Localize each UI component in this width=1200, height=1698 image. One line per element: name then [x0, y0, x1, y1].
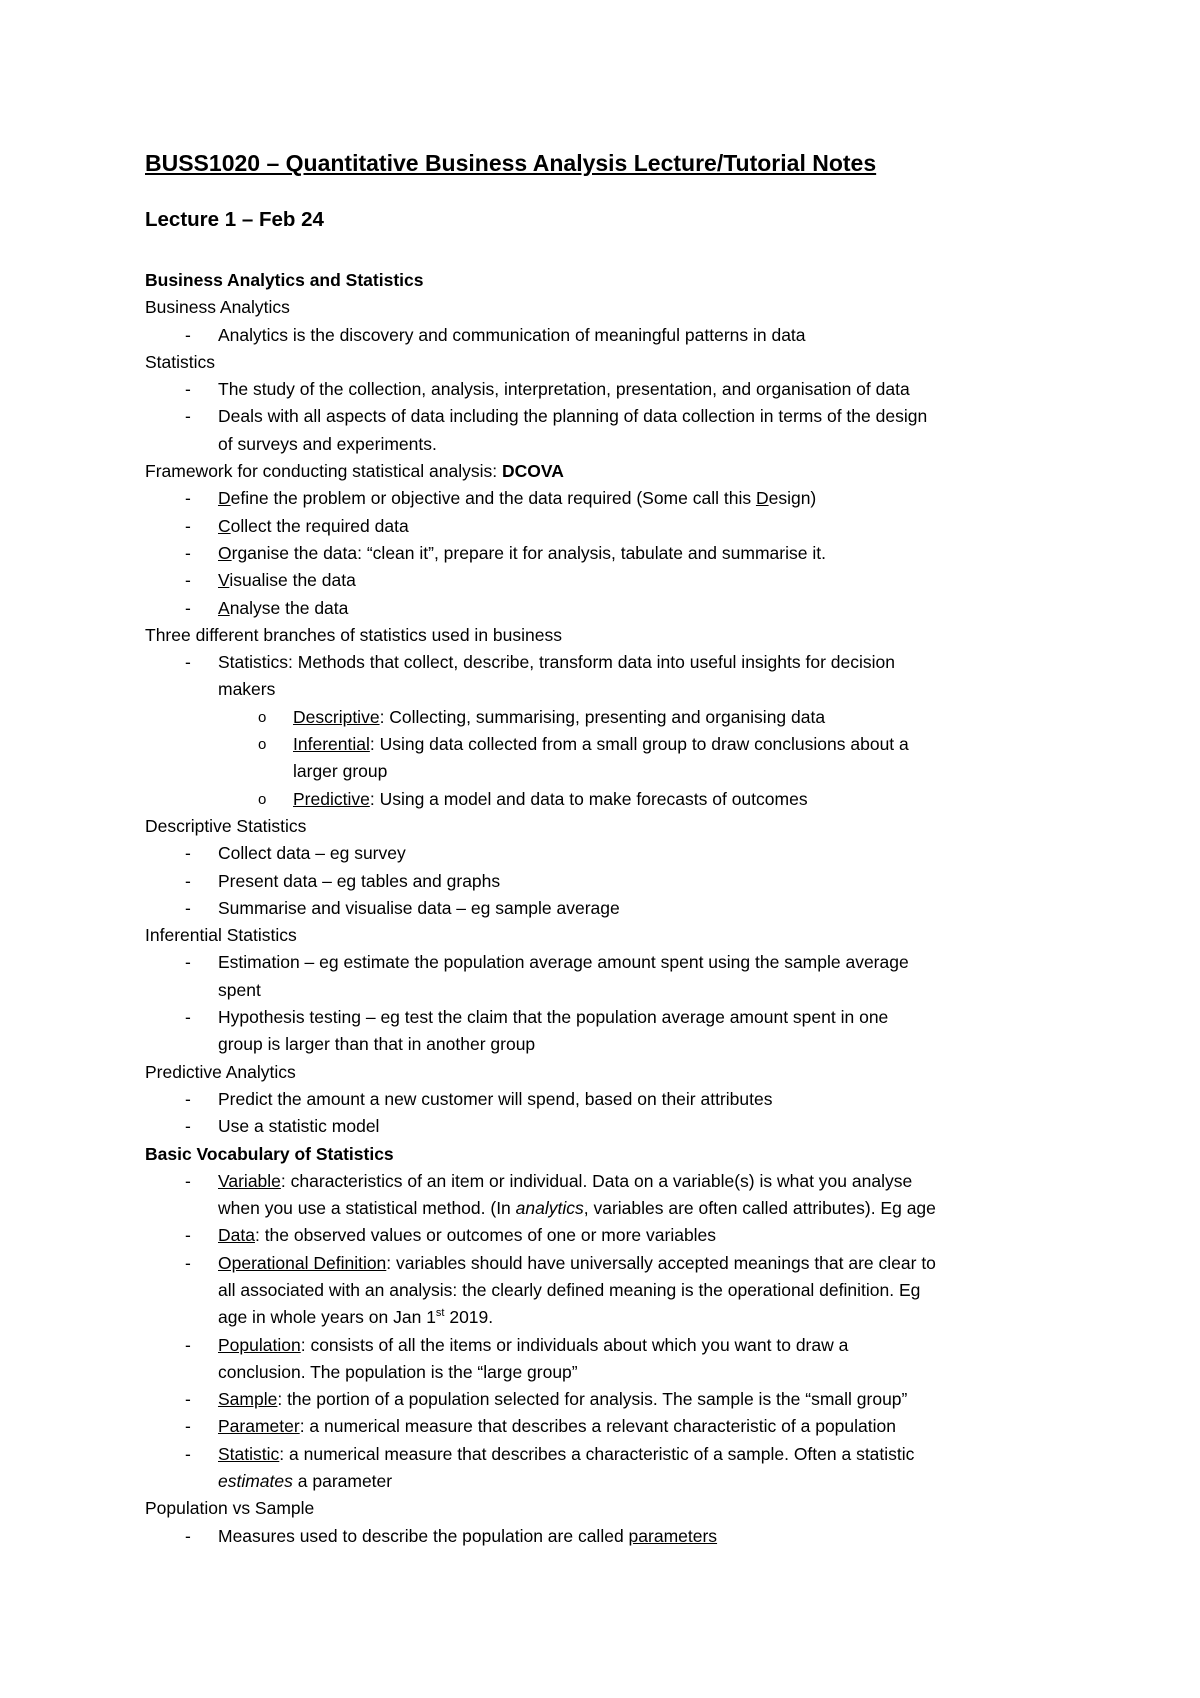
- dash-bullet: -: [185, 1170, 191, 1191]
- list-item: - Collect data – eg survey: [145, 840, 1075, 867]
- topic-label: Statistics: [145, 351, 216, 372]
- list-item: - The study of the collection, analysis, interpretation, presentation, and organisation of data: [145, 376, 1075, 403]
- section-heading: Business Analytics and Statistics: [145, 270, 424, 290]
- list-item-continuation: age in whole years on Jan 1st 2019.: [218, 1307, 494, 1328]
- dash-bullet: -: [185, 379, 191, 400]
- topic-label: Population vs Sample: [145, 1498, 315, 1519]
- list-item-continuation: all associated with an analysis: the clearly defined meaning is the operational definition. Eg: [218, 1279, 921, 1300]
- list-item: - Estimation – eg estimate the population average amount spent using the sample average: [145, 949, 1075, 976]
- list-item-continuation: estimates a parameter: [218, 1471, 393, 1492]
- list-item-continuation: of surveys and experiments.: [218, 433, 437, 454]
- sub-list-item: o Inferential: Using data collected from a small group to draw conclusions about a: [145, 731, 1075, 758]
- list-item: - Analyse the data: [145, 595, 1075, 622]
- sub-list-item: o Descriptive: Collecting, summarising, presenting and organising data: [145, 704, 1075, 731]
- list-item: - Parameter: a numerical measure that describes a relevant characteristic of a population: [145, 1413, 1075, 1440]
- list-item: - Hypothesis testing – eg test the claim that the population average amount spent in one: [145, 1004, 1075, 1031]
- list-item: - Present data – eg tables and graphs: [145, 868, 1075, 895]
- list-item: - Sample: the portion of a population selected for analysis. The sample is the “small group”: [145, 1386, 1075, 1413]
- list-item: - Analytics is the discovery and communication of meaningful patterns in data: [145, 322, 1075, 349]
- sub-list-item: o Predictive: Using a model and data to make forecasts of outcomes: [145, 786, 1075, 813]
- dash-bullet: -: [185, 652, 191, 673]
- section-heading: Basic Vocabulary of Statistics: [145, 1143, 394, 1164]
- list-item-continuation: makers: [218, 679, 276, 700]
- dash-bullet: -: [185, 843, 191, 864]
- list-item: - Operational Definition: variables should have universally accepted meanings that are clear to: [145, 1250, 1075, 1277]
- list-item: - Summarise and visualise data – eg sample average: [145, 895, 1075, 922]
- list-item: - Data: the observed values or outcomes of one or more variables: [145, 1222, 1075, 1249]
- dash-bullet: -: [185, 897, 191, 918]
- dash-bullet: -: [185, 1443, 191, 1464]
- dash-bullet: -: [185, 324, 191, 345]
- topic-label: Descriptive Statistics: [145, 815, 307, 836]
- notes-content: [145, 267, 1075, 1550]
- list-item: - Use a statistic model: [145, 1113, 1075, 1140]
- list-item: - Define the problem or objective and the data required (Some call this Design): [145, 485, 1075, 512]
- topic-label: Business Analytics: [145, 297, 290, 318]
- dash-bullet: -: [185, 870, 191, 891]
- dash-bullet: -: [185, 515, 191, 536]
- sub-list-item-continuation: larger group: [293, 761, 388, 782]
- list-item: - Population: consists of all the items or individuals about which you want to draw a: [145, 1332, 1075, 1359]
- dash-bullet: -: [185, 1252, 191, 1273]
- list-item: - Measures used to describe the population are called parameters: [145, 1523, 1075, 1550]
- list-item-continuation: when you use a statistical method. (In analytics, variables are often called attributes). Eg age: [218, 1198, 936, 1219]
- circle-bullet: o: [258, 736, 267, 754]
- list-item: - Variable: characteristics of an item or individual. Data on a variable(s) is what you analyse: [145, 1168, 1075, 1195]
- list-item: - Predict the amount a new customer will spend, based on their attributes: [145, 1086, 1075, 1113]
- list-item: - Organise the data: “clean it”, prepare it for analysis, tabulate and summarise it.: [145, 540, 1075, 567]
- dcova-acronym: DCOVA: [501, 461, 564, 482]
- topic-label: Predictive Analytics: [145, 1061, 296, 1082]
- list-item: - Collect the required data: [145, 513, 1075, 540]
- circle-bullet: o: [258, 790, 267, 808]
- dash-bullet: -: [185, 406, 191, 427]
- lecture-heading: Lecture 1 – Feb 24: [145, 208, 324, 231]
- document-title: BUSS1020 – Quantitative Business Analysis Lecture/Tutorial Notes: [145, 150, 877, 176]
- topic-label: Three different branches of statistics used in business: [145, 624, 562, 645]
- list-item-continuation: conclusion. The population is the “large group”: [218, 1361, 578, 1382]
- dash-bullet: -: [185, 597, 191, 618]
- list-item: - Statistics: Methods that collect, describe, transform data into useful insights for decision: [145, 649, 1075, 676]
- notes-page: [145, 148, 1075, 1550]
- list-item-continuation: spent: [218, 979, 261, 1000]
- dash-bullet: -: [185, 1525, 191, 1546]
- list-item: - Deals with all aspects of data including the planning of data collection in terms of the design: [145, 403, 1075, 430]
- dash-bullet: -: [185, 1007, 191, 1028]
- dash-bullet: -: [185, 570, 191, 591]
- topic-label: Inferential Statistics: [145, 925, 297, 946]
- list-item: - Statistic: a numerical measure that describes a characteristic of a sample. Often a statistic: [145, 1441, 1075, 1468]
- dash-bullet: -: [185, 952, 191, 973]
- dash-bullet: -: [185, 1389, 191, 1410]
- dash-bullet: -: [185, 542, 191, 563]
- topic-label: Framework for conducting statistical analysis: DCOVA: [145, 461, 564, 482]
- dash-bullet: -: [185, 1225, 191, 1246]
- dash-bullet: -: [185, 1088, 191, 1109]
- dash-bullet: -: [185, 488, 191, 509]
- list-item-continuation: group is larger than that in another group: [218, 1034, 536, 1055]
- dash-bullet: -: [185, 1116, 191, 1137]
- list-item: - Visualise the data: [145, 567, 1075, 594]
- dash-bullet: -: [185, 1416, 191, 1437]
- dash-bullet: -: [185, 1334, 191, 1355]
- circle-bullet: o: [258, 708, 267, 726]
